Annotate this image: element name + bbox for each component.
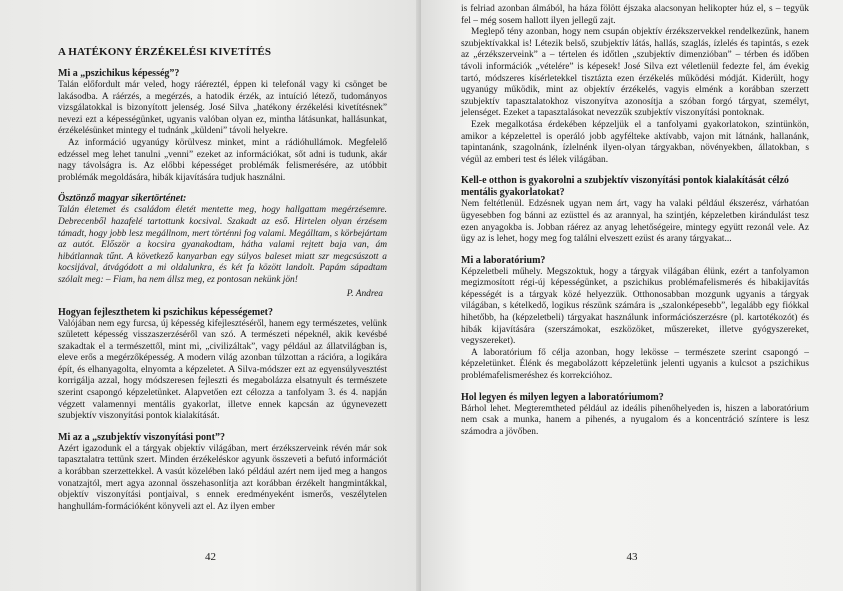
section-heading: Kell-e otthon is gyakorolni a szubjektív viszonyítási pontok kialakítását célzó mentális gyakorlatokat? bbox=[461, 175, 789, 199]
left-page bbox=[0, 0, 421, 591]
chapter-title: A HATÉKONY ÉRZÉKELÉSI KIVETÍTÉS bbox=[58, 46, 272, 58]
paragraph: A laboratórium fő célja azonban, hogy lekösse – természete szerint csapongó – képzeletünket. Élénk és megabolázott képzeletünk jelenti ugyanis a kulcsot a pszichikus problémafelismeréshez és korrekcióhoz. bbox=[461, 347, 809, 382]
paragraph: Azért igazodunk el a tárgyak objektív világában, mert érzékszerveink révén már sok tapasztalatra tettünk szert. Minden érzékeléskor agyunk összeveti a befutó információt a korábban szerzettekkel. A vasút közelében lakó például azért nem ijed meg a hangos vonatzajtól, mert agya azonnal összehasonlítja azt korábban érzékelt hangmintákkal, objektív viszonyítási pontjaival, s ennek eredményeként ismerős, veszélytelen hanghullám-formációként könyveli azt el. Az ilyen ember bbox=[58, 443, 387, 512]
section-heading: Hol legyen és milyen legyen a laboratóriumom? bbox=[461, 391, 664, 403]
section-heading: Ösztönző magyar sikertörténet: bbox=[58, 193, 187, 205]
paragraph: is felriad azonban álmából, ha háza fölött éjszaka alacsonyan helikopter húz el, s – tegyük fel – még sosem hallott ilyen jellegű zajt. bbox=[461, 4, 809, 26]
paragraph: Nem feltétlenül. Edzésnek ugyan nem árt, vagy ha valaki például ékszerész, várhatóan ügyesebben fog bánni az ezüsttel és az arannyal, ha szintjén, képzeletben kirándulást tesz ezen anyagokba is. Jobban ráérez az anyag lehetőségeire, mintegy együtt rezonál vele. Az ügy az is lehet, hogy meg fog találni elveszett ezüst és arany tárgyakat... bbox=[461, 199, 809, 245]
paragraph: Képzeletbeli műhely. Megszoktuk, hogy a tárgyak világában élünk, ezért a tanfolyamon megizmosított régi-új képességünket, a pszichikus problémafelismerés és hibakijavítás képességét is a tárgyak közé helyezzük. Otthonosabban mozgunk ugyanis a tárgyak világában, s kételkedő, logikus részünk számára is „szalonképesebb”, legalább egy fiókkal hihetőbb, ha (képzeletbeli) tárgyakat használunk információszerzésre (pl. kartotékozót) és hibák kijavítására (szerszámokat, eszközöket, műszereket, illetve gyógyszereket, vegyszereket). bbox=[461, 266, 809, 347]
paragraph: Bárhol lehet. Megteremtheted például az ideális pihenőhelyeden is, hiszen a laboratórium nem csak a munka, hanem a pihenés, a nyugalom és a koncentráció színtere is lesz számodra a jövőben. bbox=[461, 403, 809, 437]
page-number: 42 bbox=[205, 551, 216, 563]
paragraph: Talán előfordult már veled, hogy ráéreztél, éppen ki telefonál vagy ki csönget be lakásodba. A ráérzés, a megérzés, a hatodik érzék, az intuíció létező, tudományos vizsgálatokkal is bizonyított jelenség. José Silva „hatékony érzékelési kivetítésnek” nevezi ezt a képességünket, ugyanis valóban olyan ez, mintha látásunkat, hallásunkat, érzékelésünket mintegy el tudnánk „küldeni” távoli helyekre. bbox=[58, 80, 387, 137]
testimonial-quote: Talán életemet és családom életét mentette meg, hogy hallgattam megérzésemre. Debrecenből hazafelé tartottunk kocsival. Szakadt az eső. Hirtelen olyan érzésem támadt, hogy jobb lesz megállnom, mert történni fog valami. Megálltam, s körbejártam az autót. Először a kocsira gyanakodtam, hátha valami rejtett baja van, ám hibátlannak tűnt. A következő kanyarban egy súlyos baleset miatt szr megcsúszott a kocsijával, átvágódott a mi oldalunkra, és két fa között landolt. Papám sápadtam szólalt meg: – Fiam, ha nem állsz meg, ez pontosan nekünk jön! bbox=[58, 205, 387, 285]
testimonial-signature: P. Andrea bbox=[346, 288, 383, 299]
paragraph: Az információ ugyanúgy körülvesz minket, mint a rádióhullámok. Megfelelő edzéssel meg lehet tanulni „venni” ezeket az információkat, sőt adni is tudunk, akár nagy távolságra is. Az előbbi képességet problémák felismerésére, az utóbbit problémák megoldására, hibák kijavítására tudjuk használni. bbox=[58, 137, 387, 183]
paragraph: Meglepő tény azonban, hogy nem csupán objektív érzékszervekkel rendelkezünk, hanem szubjektívakkal is! Létezik belső, szubjektív látás, hallás, szaglás, ízlelés és tapintás, s ezek az „érzékszerveink” a – tértelen és időtlen „szubjektív dimenzióban” – térben és időben távoli információk „vételére” is képesek! José Silva ezt véletlenül fedezte fel, ám évekig tartó, módszeres kísérletekkel tisztázta ezen érzékelés működési módját. Kiderült, hogy ugyanúgy működik, mint az objektív érzékelés, vagyis elménk a korábban szerzett szubjektív tapasztalatokhoz viszonyítva azonosítja a szóban forgó tárgyat, személyt, jelenséget. Ezeket a tapasztalásokat nevezzük szubjektív viszonyítási pontoknak. bbox=[461, 27, 809, 119]
page-number: 43 bbox=[626, 551, 638, 563]
section-heading: Mi a laboratórium? bbox=[461, 254, 546, 266]
paragraph: Ezek megalkotása érdekében képzeljük el a tanfolyami gyakorlatokon, szintünkön, amikor a képzelettel is operáló jobb agyféltekе aktívabb, vajon mit látnánk, hallanánk, tapintanánk, szagolnánk, ízlelnénk ilyen-olyan tárgyakban, növényekben, állatokban, s végül az emberi test és lélek világában. bbox=[461, 119, 809, 165]
section-heading: Mi a „pszichikus képesség”? bbox=[58, 68, 180, 79]
paragraph: Valójában nem egy furcsa, új képesség kifejlesztéséről, hanem egy természetes, velünk született képesség visszaszerzéséről van szó. A természeti népeknél, akik kevésbé szakadtak el a természettől, mint mi, „civilizáltak”, vagy például az állatvilágban is, eleve erős a megérzőképesség. A modern világ azonban túlzottan a rációra, a logikára épít, és elhanyagolta, elnyomta a képzeletet. A Silva-módszer ezt az egyensúlyvesztést korrigálja azzal, hogy módszeresen fejleszti és megabolázza elsatnyult és természete szerint csapongó képzeletünket. Alapvetően ezt célozza a tanfolyam 3. és 4. napján végzett valamennyi mentális gyakorlat, illetve ennek kapcsán az úgynevezett szubjektív viszonyítási pontok kialakítását. bbox=[58, 318, 387, 422]
section-heading: Mi az a „szubjektív viszonyítási pont”? bbox=[58, 431, 225, 443]
section-heading: Hogyan fejleszthetem ki pszichikus képességemet? bbox=[58, 306, 273, 318]
right-page bbox=[421, 0, 843, 591]
